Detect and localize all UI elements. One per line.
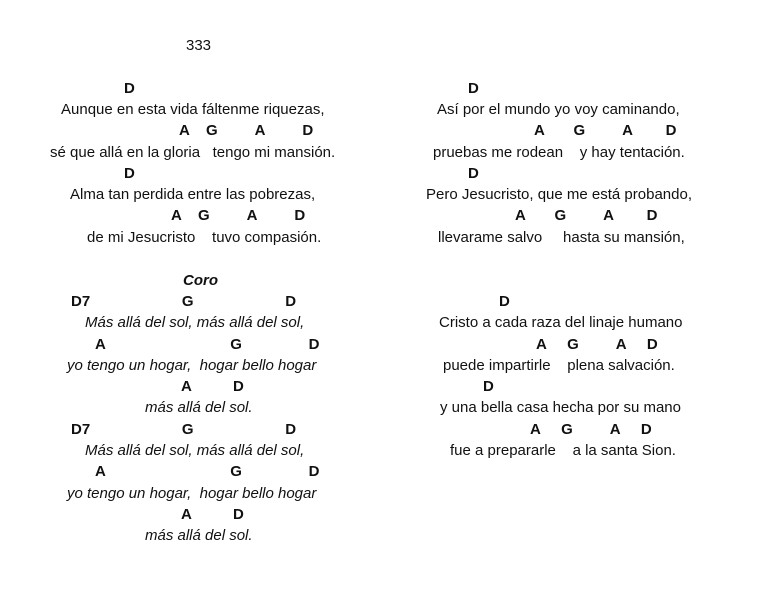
chord-line: A G A D	[530, 421, 652, 438]
lyric-line: yo tengo un hogar, hogar bello hogar	[67, 357, 317, 374]
lyric-line: Aunque en esta vida fáltenme riquezas,	[61, 101, 325, 118]
lyric-line: Pero Jesucristo, que me está probando,	[426, 186, 692, 203]
chord-line: A D	[181, 378, 244, 395]
page-number: 333	[186, 37, 212, 54]
lyric-line: llevarame salvo hasta su mansión,	[438, 229, 685, 246]
lyric-line: Más allá del sol, más allá del sol,	[85, 314, 305, 331]
chord-line: D	[483, 378, 494, 395]
chord-line: A G A D	[515, 207, 658, 224]
lyric-line: sé que allá en la gloria tengo mi mansión.	[50, 144, 336, 161]
chord-line: D	[124, 165, 135, 182]
chord-line: D	[468, 80, 479, 97]
lyric-line: pruebas me rodean y hay tentación.	[433, 144, 685, 161]
lyric-line: yo tengo un hogar, hogar bello hogar	[67, 485, 317, 502]
lyric-line: y una bella casa hecha por su mano	[440, 399, 681, 416]
chord-line: D7 G D	[71, 421, 297, 438]
lyric-line: Así por el mundo yo voy caminando,	[437, 101, 680, 118]
chord-line: D	[499, 293, 510, 310]
chord-line: A G A D	[534, 122, 677, 139]
chord-line: A G A D	[171, 207, 306, 224]
lyric-line: más allá del sol.	[145, 399, 253, 416]
chord-line: A G D	[95, 336, 320, 353]
chord-line: D	[468, 165, 479, 182]
chord-line: A G A D	[536, 336, 658, 353]
lyric-line: Cristo a cada raza del linaje humano	[439, 314, 683, 331]
chord-line: D7 G D	[71, 293, 297, 310]
lyric-line: puede impartirle plena salvación.	[443, 357, 675, 374]
lyric-line: Más allá del sol, más allá del sol,	[85, 442, 305, 459]
lyric-line: Alma tan perdida entre las pobrezas,	[70, 186, 316, 203]
chord-line: A G A D	[179, 122, 314, 139]
chord-line: A G D	[95, 463, 320, 480]
chorus-title: Coro	[183, 272, 218, 289]
chord-line: A D	[181, 506, 244, 523]
lyric-line: más allá del sol.	[145, 527, 253, 544]
lyric-line: fue a prepararle a la santa Sion.	[450, 442, 676, 459]
chord-line: D	[124, 80, 135, 97]
lyric-line: de mi Jesucristo tuvo compasión.	[87, 229, 322, 246]
